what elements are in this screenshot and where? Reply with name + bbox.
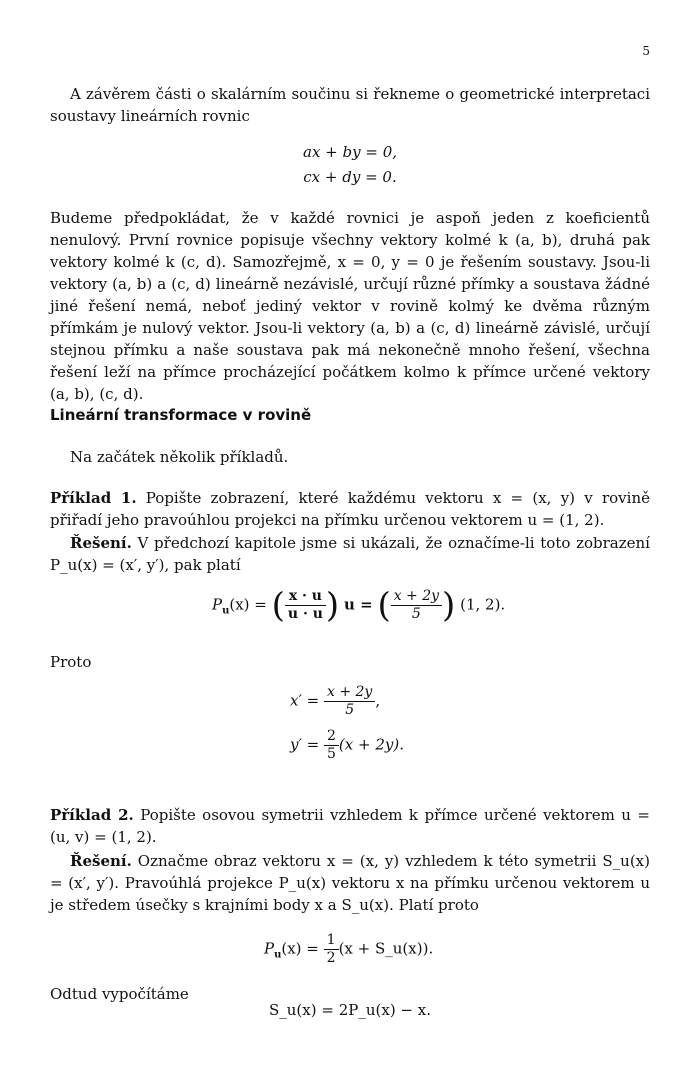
solution-2-label: Řešení. [70,852,132,870]
example-1 [50,487,650,531]
solution-1-text: V předchozí kapitole jsme si ukázali, že označíme-li toto zobrazení P_u(x) = (x′, y′), pak platí [50,534,650,574]
paper-page [50,0,650,1071]
x-prime-equation: x′ = $\frac{x + 2y}{5}$ , [290,684,381,718]
example-1-text: Popište zobrazení, které každému vektoru x = (x, y) v rovině přiřadí jeho pravoúhlou projekci na přímku určenou vektorem u = (1, 2). [50,489,650,529]
system-equation-2: cx + dy = 0. [303,168,397,186]
example-1-label: Příklad 1. [50,489,137,507]
example-2 [50,804,650,848]
midpoint-equation: $P_u(x)$ = $\frac{1}{2}$ (x + S_u(x)). [264,932,434,966]
solution-1-label: Řešení. [70,534,132,552]
section-title: Lineární transformace v rovině [50,406,312,424]
y-prime-equation: y′ = $\frac{2}{5}$ (x + 2y). [290,728,404,762]
solution-2 [50,850,650,916]
odtud-text: Odtud vypočítáme [50,985,189,1003]
system-equation-1: ax + by = 0, [303,143,397,161]
proto-text: Proto [50,653,92,671]
page-number: 5 [642,44,650,58]
projection-equation: $P_u(x)$ = ( $\frac{x \cdot u}{u \cdot u}$ ) u = ( $\frac{x + 2y}{5}$ ) (1, 2). [212,585,506,626]
symmetry-equation: S_u(x) = 2P_u(x) − x. [269,1001,431,1019]
section-intro: Na začátek několik příkladů. [70,448,289,466]
solution-2-text: Označme obraz vektoru x = (x, y) vzhledem k této symetrii S_u(x) = (x′, y′). Pravoúhlá projekce P_u(x) vektoru x na přímku určenou vektorem u je středem úsečky s krajními body x a S_u(x). Platí proto [50,852,650,914]
example-2-label: Příklad 2. [50,806,134,824]
solution-1 [50,532,650,576]
intro-paragraph: A závěrem části o skalárním součinu si řekneme o geometrické interpretaci soustavy lineárních rovnic [50,85,650,125]
example-2-text: Popište osovou symetrii vzhledem k přímce určené vektorem u = (u, v) = (1, 2). [50,806,650,846]
discussion-paragraph: Budeme předpokládat, že v každé rovnici je aspoň jeden z koeficientů nenulový. První rovnice popisuje všechny vektory kolmé k (a, b), druhá pak vektory kolmé k (c, d). Samozřejmě, x = 0, y = 0 je řešením soustavy. Jsou-li vektory (a, b) a (c, d) lineárně nezávislé, určují různé přímky a soustava žádné jiné řešení nemá, neboť jediný vektor v rovině kolmý ke dvěma různým přímkám je nulový vektor. Jsou-li vektory (a, b) a (c, d) lineárně závislé, určují stejnou přímku a naše soustava pak má nekonečně mnoho řešení, všechna řešení leží na přímce procházející počátkem kolmo k přímce určené vektory (a, b), (c, d). [50,209,650,403]
